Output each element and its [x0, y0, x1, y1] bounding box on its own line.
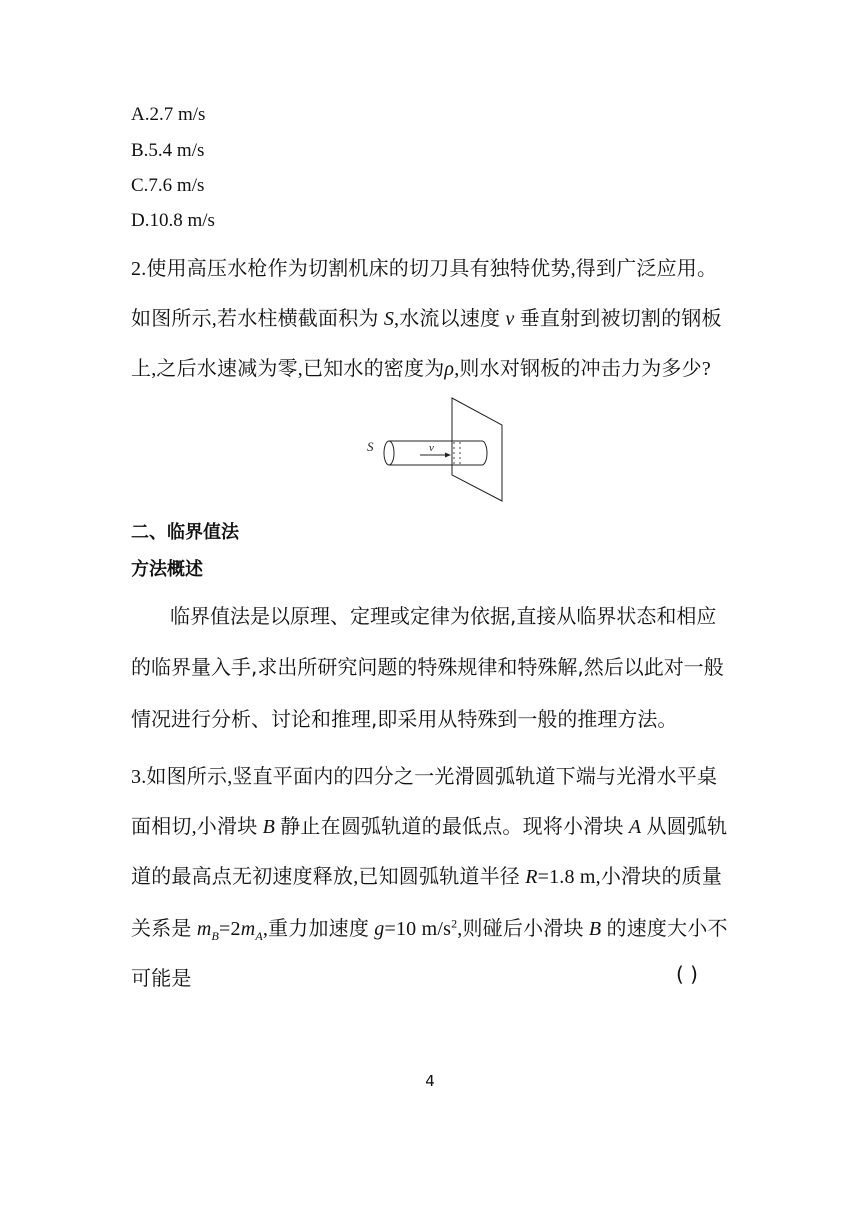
q3-line-4: 关系是 $m_B=2m_A$,重力加速度 g=10 $m/s^2$,则碰后小滑块 B 的速度大小不 [131, 916, 728, 943]
answer-parentheses: ( ) [676, 962, 698, 986]
option-b: B.5.4 m/s [131, 140, 205, 161]
q2-line-3: 上,之后水速减为零,已知水的密度为ρ,则水对钢板的冲击力为多少? [131, 358, 711, 380]
label-v: v [429, 442, 434, 454]
method-paragraph-line-3: 情况进行分析、讨论和推理,即采用从特殊到一般的推理方法。 [131, 707, 678, 731]
velocity-arrowhead [445, 453, 451, 458]
q3-line-1: 3.如图所示,竖直平面内的四分之一光滑圆弧轨道下端与光滑水平桌 [131, 766, 718, 788]
label-s: S [367, 439, 374, 454]
q2-line-2: 如图所示,若水柱横截面积为 S,水流以速度 v 垂直射到被切割的钢板 [131, 308, 722, 330]
q3-line-2: 面相切,小滑块 B 静止在圆弧轨道的最低点。现将小滑块 A 从圆弧轨 [131, 816, 728, 838]
section-subheading: 方法概述 [131, 559, 203, 580]
q3-line-3: 道的最高点无初速度释放,已知圆弧轨道半径 R=1.8 m,小滑块的质量 [131, 866, 723, 888]
method-paragraph-line-2: 的临界量入手,求出所研究问题的特殊规律和特殊解,然后以此对一般 [131, 655, 724, 679]
section-heading: 二、临界值法 [131, 522, 239, 543]
q3-line-5: 可能是 [131, 968, 192, 990]
option-d: D.10.8 m/s [131, 210, 215, 231]
option-a: A.2.7 m/s [131, 104, 206, 125]
water-jet-figure [365, 395, 515, 505]
cylinder-left-end [384, 441, 394, 465]
method-paragraph-line-1: 临界值法是以原理、定理或定律为依据,直接从临界状态和相应 [170, 604, 717, 628]
option-c: C.7.6 m/s [131, 175, 205, 196]
cylinder-right-end [482, 441, 487, 465]
steel-plate [452, 398, 502, 501]
q2-line-1: 2.使用高压水枪作为切割机床的切刀具有独特优势,得到广泛应用。 [131, 258, 718, 280]
page-number: 4 [425, 1072, 435, 1090]
